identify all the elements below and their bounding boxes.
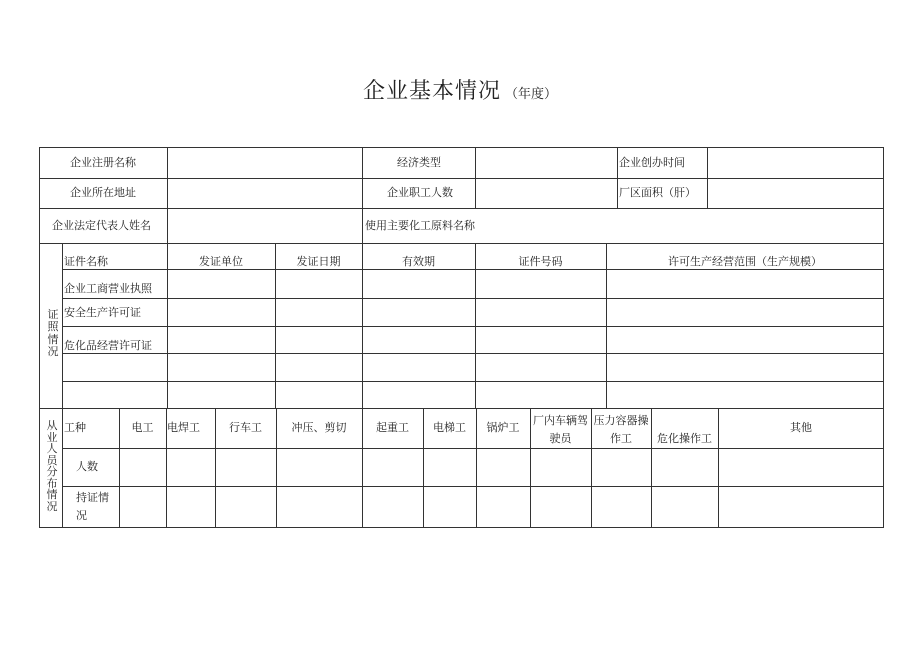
job-rigger: 起重工 xyxy=(376,421,409,434)
license-row-safety: 安全生产许可证 xyxy=(64,306,141,319)
license-row-hazchem: 危化品经营许可证 xyxy=(64,339,152,352)
job-pressure-vessel-line2: 作工 xyxy=(610,432,632,445)
license-header-date: 发证日期 xyxy=(296,255,341,268)
legal-rep-label: 企业法定代表人姓名 xyxy=(52,219,151,232)
staff-section-label: 从业人员分布情况 xyxy=(46,419,58,513)
license-header-validity: 有效期 xyxy=(402,255,435,268)
raw-material-label: 使用主要化工原料名称 xyxy=(365,219,475,232)
plant-area-label: 厂区面积（肝） xyxy=(619,186,696,199)
certified-label-line2: 况 xyxy=(76,509,87,522)
job-factory-driver-line1: 厂内车辆驾 xyxy=(533,414,588,427)
staff-count-label: 企业职工人数 xyxy=(387,186,453,199)
license-header-number: 证件号码 xyxy=(518,255,563,268)
job-other: 其他 xyxy=(790,421,812,434)
license-header-name: 证件名称 xyxy=(64,255,108,268)
job-pressure-vessel-line1: 压力容器操 xyxy=(593,414,649,427)
job-hazchem-operator: 危化操作工 xyxy=(657,432,712,445)
license-section-label-bottom: 情况 xyxy=(47,333,59,358)
job-type-label: 工种 xyxy=(64,421,86,434)
job-welder: 电焊工 xyxy=(167,421,200,434)
license-row-business: 企业工商营业执照 xyxy=(64,282,152,295)
headcount-label: 人数 xyxy=(76,460,98,473)
job-elevator: 电梯工 xyxy=(433,421,466,434)
econ-type-label: 经济类型 xyxy=(397,156,441,169)
reg-name-label: 企业注册名称 xyxy=(70,156,136,169)
license-section-label-top: 证照 xyxy=(47,308,59,333)
certified-label-line1: 持证情 xyxy=(76,491,109,504)
job-factory-driver-line2: 驶员 xyxy=(549,432,572,445)
job-crane-operator: 行车工 xyxy=(229,421,262,434)
job-stamping: 冲压、剪切 xyxy=(291,421,347,434)
address-label: 企业所在地址 xyxy=(70,186,136,199)
job-electrician: 电工 xyxy=(131,421,154,434)
license-header-scope: 许可生产经营范围（生产规模） xyxy=(668,255,822,268)
job-boiler: 锅炉工 xyxy=(486,421,520,434)
title-main: 企业基本情况 xyxy=(362,79,501,104)
found-time-label: 企业创办时间 xyxy=(619,156,685,169)
license-header-issuer: 发证单位 xyxy=(199,255,243,268)
title-year: （年度） xyxy=(505,87,558,102)
